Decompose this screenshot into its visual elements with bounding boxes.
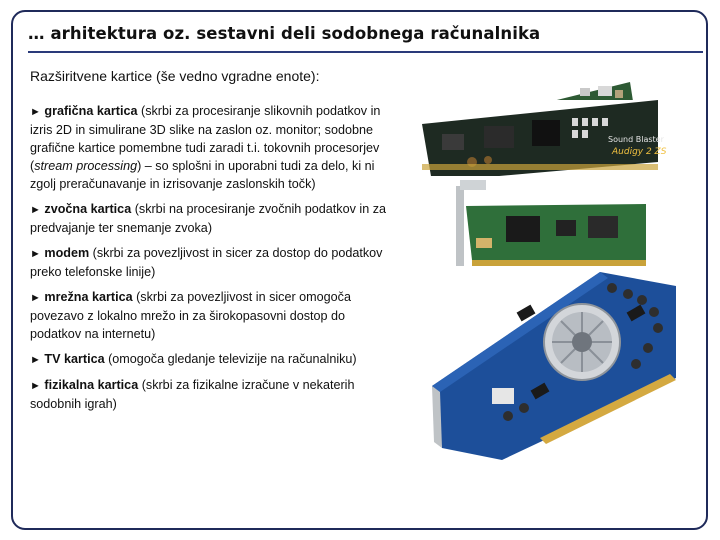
item-desc: ) – so splošni in uporabni tudi za delo, ki ni zgolj preračunavanje in izrisovanje zaslonskih točk) <box>30 159 375 191</box>
item-desc: (skrbi za fizikalne izračune v nekaterih sodobnih igrah) <box>30 378 355 411</box>
bullet-arrow-icon: ► <box>30 380 41 392</box>
list-item-physics-card <box>30 376 392 413</box>
bullet-arrow-icon: ► <box>30 248 41 260</box>
item-desc: (skrbi za procesiranje slikovnih podatkov in izris 2D in simulirane 3D slike na zaslon oz. monitor; sodobne grafične kartice pomembne tudi zaradi t.i. tokovnih procesorjev ( <box>30 104 381 173</box>
list-item-sound-card <box>30 200 392 237</box>
list-item-network-card <box>30 288 392 343</box>
sound-card-brand: Sound Blaster <box>608 135 664 144</box>
item-desc: (omogoča gledanje televizije na računalniku) <box>104 352 357 366</box>
list-item-graphics-card <box>30 102 392 193</box>
item-name: modem <box>44 246 90 260</box>
list-item-tv-card <box>30 350 392 369</box>
item-desc: (skrbi za povezljivost in sicer za dostop do podatkov preko telefonske linije) <box>30 246 383 279</box>
item-name: fizikalna kartica <box>44 378 139 392</box>
bullet-arrow-icon: ► <box>30 354 41 366</box>
sound-card-model: Audigy 2 ZS <box>612 147 667 157</box>
title-underline <box>28 51 703 53</box>
graphics-card-image <box>432 268 676 460</box>
item-desc: (skrbi na procesiranje zvočnih podatkov in za predvajanje ter snemanje zvoka) <box>30 202 387 235</box>
expansion-card-list <box>30 102 392 420</box>
slide-title: … arhitektura oz. sestavni deli sodobnega računalnika <box>28 24 541 43</box>
bullet-arrow-icon: ► <box>30 106 41 118</box>
sound-card-image <box>422 100 667 182</box>
item-desc: (skrbi za povezljivost in sicer omogoča povezavo z lokalno mrežo in za širokopasovni dostop do podatkov na internetu) <box>30 290 351 341</box>
item-name: grafična kartica <box>44 104 138 118</box>
bullet-arrow-icon: ► <box>30 204 41 216</box>
modem-card-image <box>416 176 646 276</box>
list-item-modem <box>30 244 392 281</box>
item-name: zvočna kartica <box>44 202 132 216</box>
item-desc-em: stream processing <box>34 159 138 173</box>
item-name: mrežna kartica <box>44 290 133 304</box>
intro-text: Razširitvene kartice (še vedno vgradne enote): <box>30 68 320 84</box>
bullet-arrow-icon: ► <box>30 292 41 304</box>
item-name: TV kartica <box>44 352 105 366</box>
